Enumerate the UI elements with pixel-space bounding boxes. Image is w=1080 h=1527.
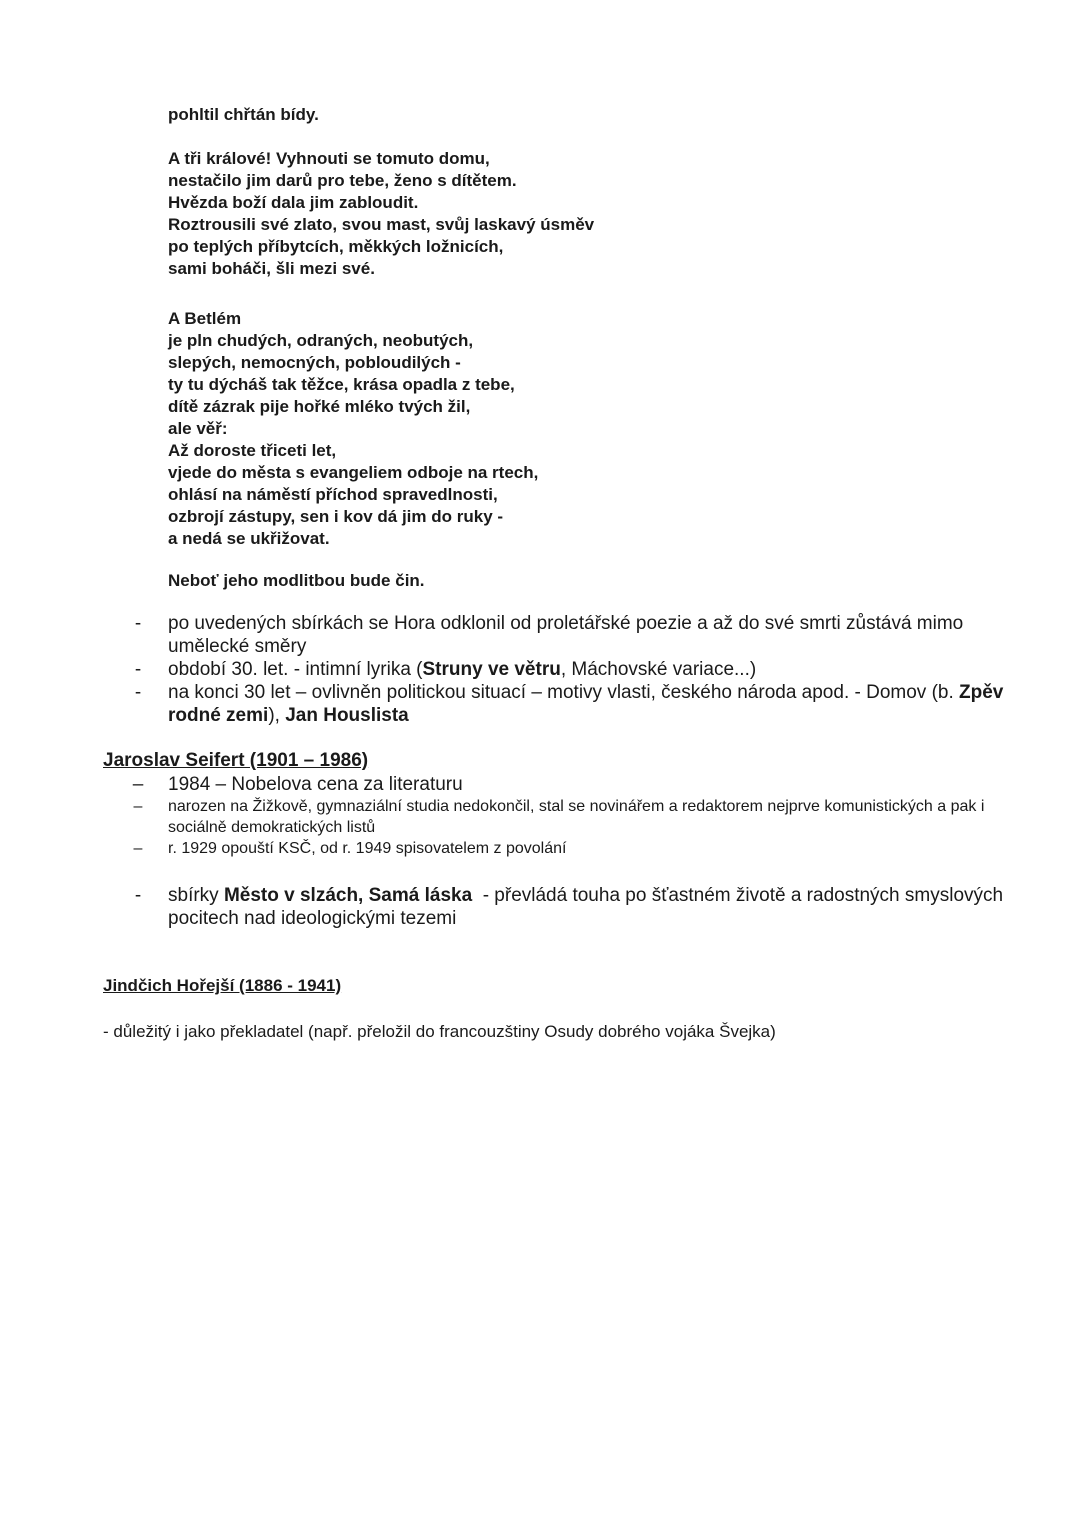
list-item-text (168, 884, 1018, 930)
text-segment: - převládá touha po šťastném životě a radostných smyslových pocitech nad ideologickými tezemi (168, 885, 1009, 929)
collection-title: Město v slzách, Samá láska (223, 885, 473, 906)
list-item (0, 838, 1080, 859)
poem-line: je pln chudých, odraných, neobutých, (168, 331, 474, 350)
poem-line: ty tu dýcháš tak těžce, krása opadla z tebe, (168, 375, 515, 394)
list-item (0, 796, 1080, 838)
list-item-text: narozen na Žižkově, gymnaziální studia nedokončil, stal se novinářem a redaktorem nejprve komunistických a pak i sociálně demokratických listů (168, 798, 985, 836)
poem-line: Neboť jeho modlitbou bude čin. (168, 571, 425, 590)
section-heading-seifert: Jaroslav Seifert (1901 – 1986) (103, 750, 369, 771)
poem-line: ozbrojí zástupy, sen i kov dá jim do ruky - (168, 507, 504, 526)
poem-line: ohlásí na náměstí příchod spravedlnosti, (168, 485, 498, 504)
bullet-dash: – (132, 774, 144, 795)
text-segment: sbírky (168, 885, 224, 906)
seifert-notes-list (0, 773, 1080, 859)
poem-line: A tři králové! Vyhnouti se tomuto domu, (168, 149, 490, 168)
poem-line: Hvězda boží dala jim zabloudit. (168, 193, 419, 212)
poem-line: a nedá se ukřižovat. (168, 529, 330, 548)
list-item (0, 612, 1080, 658)
poem-line: ale věř: (168, 419, 228, 438)
poem-line: A Betlém (168, 309, 242, 328)
text-segment: ), (268, 705, 286, 726)
poem-line: dítě zázrak pije hořké mléko tvých žil, (168, 397, 471, 416)
bullet-dash: - (134, 885, 142, 906)
list-item-text: po uvedených sbírkách se Hora odklonil od proletářské poezie a až do své smrti zůstává mimo umělecké směry (168, 613, 964, 657)
poem-line: vjede do města s evangeliem odboje na rtech, (168, 463, 539, 482)
text-segment: období 30. let. - intimní lyrika ( (168, 659, 423, 680)
poem-stanza-1 (168, 104, 768, 126)
poem-line: po teplých příbytcích, měkkých ložnicích, (168, 237, 504, 256)
poem-line: sami boháči, šli mezi své. (168, 259, 375, 278)
poem-line: slepých, nemocných, pobloudilých - (168, 353, 461, 372)
horejsi-note: - důležitý i jako překladatel (např. přeložil do francouzštiny Osudy dobrého vojáka Švejka) (103, 1022, 776, 1041)
list-item-text: r. 1929 opouští KSČ, od r. 1949 spisovatelem z povolání (168, 840, 567, 857)
list-item-text (168, 681, 1018, 727)
bullet-dash: – (133, 798, 143, 815)
hora-notes-list (0, 612, 1080, 727)
seifert-collections-list (0, 884, 1080, 930)
list-item-text (168, 658, 1018, 681)
text-segment: na konci 30 let – ovlivněn politickou situací – motivy vlasti, českého národa apod. - Domov (b. (168, 682, 960, 703)
poem-line: Až doroste třiceti let, (168, 441, 337, 460)
poem-stanza-2 (168, 148, 768, 280)
bullet-dash: - (134, 659, 142, 680)
text-segment: , Máchovské variace...) (560, 659, 757, 680)
poem-line: nestačilo jim darů pro tebe, ženo s dítětem. (168, 171, 517, 190)
collection-title: Struny ve větru (422, 659, 561, 680)
collection-title: Zpěv rodné zemi (168, 682, 1004, 726)
list-item (0, 658, 1080, 681)
bullet-dash: - (134, 682, 142, 703)
poem-stanza-4 (168, 570, 768, 592)
list-item (0, 884, 1080, 930)
list-item (0, 773, 1080, 796)
poem-line: pohltil chřtán bídy. (168, 105, 319, 124)
bullet-dash: – (133, 840, 143, 857)
poem-stanza-3 (168, 308, 768, 550)
list-item-text: 1984 – Nobelova cena za literaturu (168, 774, 463, 795)
poem-line: Roztrousili své zlato, svou mast, svůj laskavý úsměv (168, 215, 595, 234)
collection-title: Jan Houslista (285, 705, 409, 726)
bullet-dash: - (134, 613, 142, 634)
section-heading-horejsi: Jindčich Hořejší (1886 - 1941) (103, 976, 342, 995)
list-item (0, 681, 1080, 727)
